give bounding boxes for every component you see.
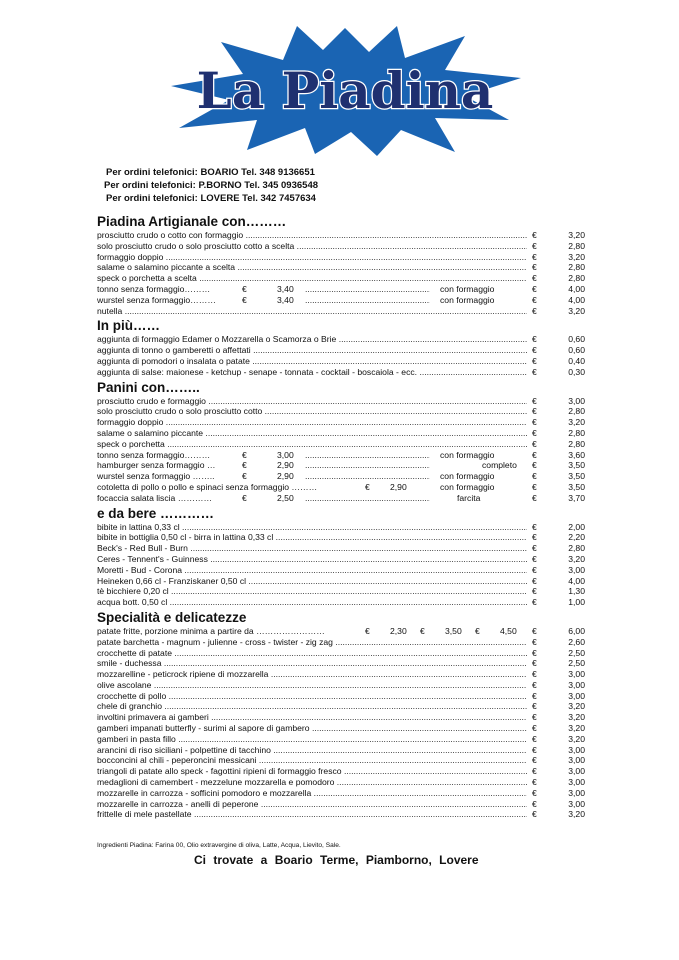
item-price: 2,80 — [568, 406, 585, 417]
currency-symbol: € — [532, 669, 537, 680]
currency-symbol: € — [532, 334, 537, 345]
currency-symbol: € — [532, 543, 537, 554]
item-price: 3,00 — [568, 669, 585, 680]
menu-item — [97, 406, 585, 417]
currency-symbol: € — [532, 679, 537, 690]
item-label: Moretti - Bud - Corona ..... — [97, 565, 527, 576]
menu-item — [97, 334, 585, 345]
item-price: 4,00 — [568, 575, 585, 586]
item-label: crocchette di patate ..... — [97, 648, 527, 659]
item-label: salame o salamino piccante a scelta ..... — [97, 262, 527, 273]
menu-item — [97, 482, 585, 493]
item-price: 0,40 — [568, 355, 585, 366]
item-label: speck o porchetta ..... — [97, 439, 527, 450]
item-price: 2,80 — [568, 438, 585, 449]
item-price: 1,30 — [568, 586, 585, 597]
item-price: 3,00 — [568, 564, 585, 575]
menu-section — [97, 214, 585, 316]
mid-currency: € — [242, 460, 247, 471]
menu-item — [97, 701, 585, 712]
item-label: bocconcini al chili - peperoncini messicani ..... — [97, 755, 527, 766]
menu-item — [97, 669, 585, 680]
item-price: 3,20 — [568, 417, 585, 428]
section-title: Panini con…….. — [97, 379, 200, 395]
currency-symbol: € — [532, 744, 537, 755]
currency-symbol: € — [532, 305, 537, 316]
currency-symbol: € — [532, 438, 537, 449]
item-note: con formaggio — [440, 283, 495, 294]
item-label: formaggio doppio ..... — [97, 252, 527, 263]
currency-symbol: € — [532, 345, 537, 356]
menu-item — [97, 396, 585, 407]
currency-symbol: € — [532, 553, 537, 564]
currency-symbol: € — [532, 230, 537, 240]
phone-order-list — [104, 166, 318, 205]
menu-item — [97, 637, 585, 648]
menu-item — [97, 766, 585, 777]
currency-symbol: € — [532, 355, 537, 366]
tier-price: 3,50 — [445, 625, 462, 636]
item-label: arancini di riso siciliani - polpettine di tacchino ..... — [97, 745, 527, 756]
item-label: Beck's - Red Bull - Burn ..... — [97, 543, 527, 554]
currency-symbol: € — [532, 251, 537, 262]
currency-symbol: € — [532, 460, 537, 471]
mid-currency: € — [242, 283, 247, 294]
menu-item — [97, 262, 585, 273]
item-label: solo prosciutto crudo o solo prosciutto cotto a scelta ..... — [97, 241, 527, 252]
item-price: 3,20 — [568, 712, 585, 723]
item-price: 1,00 — [568, 597, 585, 608]
item-price: 3,20 — [568, 733, 585, 744]
item-price: 4,00 — [568, 283, 585, 294]
currency-symbol: € — [532, 777, 537, 788]
item-price: 0,30 — [568, 366, 585, 377]
currency-symbol: € — [532, 564, 537, 575]
item-label: prosciutto crudo o cotto con formaggio ..... — [97, 230, 527, 241]
menu-item — [97, 745, 585, 756]
item-note: con formaggio — [440, 294, 495, 305]
dot-leader — [305, 493, 430, 504]
menu-item — [97, 493, 585, 504]
item-label: cotoletta di pollo o pollo e spinaci senza formaggio ……… — [97, 481, 318, 492]
item-label: chele di granchio ..... — [97, 701, 527, 712]
mid-price: 2,90 — [277, 471, 294, 482]
item-label: Heineken 0,66 cl - Franziskaner 0,50 cl ..... — [97, 576, 527, 587]
mid-price: 2,90 — [277, 460, 294, 471]
item-label: aggiunta di tonno o gamberetti o affettati ..... — [97, 345, 527, 356]
menu-item — [97, 356, 585, 367]
phone-line-borno: Per ordini telefonici: P.BORNO Tel. 345 0936548 — [104, 180, 319, 191]
dot-leader — [305, 284, 430, 295]
item-price: 2,50 — [568, 658, 585, 669]
menu-item — [97, 345, 585, 356]
currency-symbol: € — [532, 449, 537, 460]
item-price: 3,00 — [568, 755, 585, 766]
item-label: aggiunta di salse: maionese - ketchup - senape - tonnata - cocktail - boscaiola - ecc. ..... — [97, 367, 527, 378]
menu-item — [97, 554, 585, 565]
menu-item — [97, 471, 585, 482]
tier-currency: € — [420, 625, 425, 636]
menu-item — [97, 680, 585, 691]
item-price: 3,20 — [568, 305, 585, 316]
menu-item — [97, 809, 585, 820]
item-label: acqua bott. 0,50 cl ..... — [97, 597, 527, 608]
currency-symbol: € — [532, 766, 537, 777]
price-list — [97, 212, 585, 820]
item-note: con formaggio — [440, 471, 495, 482]
currency-symbol: € — [532, 481, 537, 492]
ingredients-note: Ingredienti Piadina: Farina 00, Olio extravergine di oliva, Latte, Acqua, Lievito, Sale. — [97, 842, 341, 849]
menu-section — [97, 380, 585, 504]
mid-price: 3,00 — [277, 449, 294, 460]
currency-symbol: € — [532, 787, 537, 798]
item-label: medaglioni di camembert - mezzelune mozzarella e pomodoro ..... — [97, 777, 527, 788]
menu-item — [97, 648, 585, 659]
item-label: nutella ..... — [97, 306, 527, 317]
mid-currency: € — [242, 294, 247, 305]
item-note: completo — [482, 460, 517, 471]
item-price: 2,60 — [568, 636, 585, 647]
currency-symbol: € — [532, 701, 537, 712]
menu-item — [97, 439, 585, 450]
menu-item — [97, 522, 585, 533]
item-label: involtini primavera ai gamberi ..... — [97, 712, 527, 723]
currency-symbol: € — [532, 492, 537, 503]
item-label: bibite in bottiglia 0,50 cl - birra in lattina 0,33 cl ..... — [97, 532, 527, 543]
menu-item — [97, 565, 585, 576]
menu-item — [97, 543, 585, 554]
menu-item — [97, 777, 585, 788]
item-label: patate barchetta - magnum - julienne - cross - twister - zig zag ..... — [97, 637, 527, 648]
item-price: 2,80 — [568, 543, 585, 554]
menu-item — [97, 788, 585, 799]
mid-price: 2,50 — [277, 492, 294, 503]
currency-symbol: € — [532, 273, 537, 284]
currency-symbol: € — [532, 712, 537, 723]
currency-symbol: € — [532, 636, 537, 647]
item-price: 3,50 — [568, 460, 585, 471]
currency-symbol: € — [532, 733, 537, 744]
menu-item — [97, 755, 585, 766]
menu-section — [97, 610, 585, 820]
item-label: salame o salamino piccante ..... — [97, 428, 527, 439]
currency-symbol: € — [532, 809, 537, 820]
item-price: 2,20 — [568, 532, 585, 543]
currency-symbol: € — [532, 406, 537, 417]
currency-symbol: € — [532, 471, 537, 482]
menu-item — [97, 626, 585, 637]
item-price: 0,60 — [568, 345, 585, 356]
currency-symbol: € — [532, 575, 537, 586]
menu-item — [97, 241, 585, 252]
item-label: tè bicchiere 0,20 cl ..... — [97, 586, 527, 597]
phone-line-lovere: Per ordini telefonici: LOVERE Tel. 342 7457634 — [106, 193, 316, 204]
item-label: solo prosciutto crudo o solo prosciutto cotto ..... — [97, 406, 527, 417]
item-price: 2,00 — [568, 521, 585, 532]
dot-leader — [305, 450, 430, 461]
currency-symbol: € — [532, 690, 537, 701]
currency-symbol: € — [532, 658, 537, 669]
dot-leader — [305, 295, 430, 306]
menu-item — [97, 450, 585, 461]
currency-symbol: € — [532, 798, 537, 809]
section-title: e da bere ………… — [97, 505, 215, 521]
currency-symbol: € — [532, 597, 537, 608]
item-price: 0,60 — [568, 334, 585, 345]
logo-text: La Piadina — [196, 61, 494, 120]
item-price: 3,20 — [568, 701, 585, 712]
item-price: 3,50 — [568, 471, 585, 482]
item-price: 3,20 — [568, 230, 585, 240]
item-price: 3,00 — [568, 766, 585, 777]
item-label: triangoli di patate allo speck - fagottini ripieni di formaggio fresco ..... — [97, 766, 527, 777]
currency-symbol: € — [532, 532, 537, 543]
menu-item — [97, 367, 585, 378]
menu-item — [97, 230, 585, 241]
tier-price: 2,30 — [390, 625, 407, 636]
item-price: 3,00 — [568, 744, 585, 755]
item-price: 3,20 — [568, 553, 585, 564]
item-label: mozzarelline - peticrock ripiene di mozzarella ..... — [97, 669, 527, 680]
menu-item — [97, 734, 585, 745]
item-price: 3,00 — [568, 777, 585, 788]
item-label: wurstel senza formaggio …….. — [97, 471, 215, 482]
currency-symbol: € — [532, 417, 537, 428]
tier-currency: € — [475, 625, 480, 636]
item-price: 3,20 — [568, 723, 585, 734]
menu-item — [97, 252, 585, 263]
item-price: 6,00 — [568, 625, 585, 636]
item-price: 2,80 — [568, 273, 585, 284]
item-note: farcita — [457, 492, 481, 503]
item-label: wurstel senza formaggio……… — [97, 294, 216, 305]
item-price: 2,50 — [568, 647, 585, 658]
item-label: patate fritte, porzione minima a partire da …………………… — [97, 625, 325, 636]
item-label: formaggio doppio ..... — [97, 417, 527, 428]
currency-symbol: € — [532, 755, 537, 766]
item-label: mozzarelle in carrozza - sofficini pomodoro e mozzarella ..... — [97, 788, 527, 799]
item-label: aggiunta di pomodori o insalata o patate ..... — [97, 356, 527, 367]
item-price: 3,00 — [568, 679, 585, 690]
item-price: 2,80 — [568, 427, 585, 438]
item-label: gamberi impanati butterfly - surimi al sapore di gambero ..... — [97, 723, 527, 734]
mid-price: 3,40 — [277, 294, 294, 305]
item-label: bibite in lattina 0,33 cl ..... — [97, 522, 527, 533]
tier-price: 4,50 — [500, 625, 517, 636]
item-label: speck o porchetta a scelta ..... — [97, 273, 527, 284]
menu-item — [97, 460, 585, 471]
mid-currency: € — [242, 449, 247, 460]
currency-symbol: € — [532, 586, 537, 597]
menu-section — [97, 318, 585, 377]
item-label: mozzarelle in carrozza - anelli di peperone ..... — [97, 799, 527, 810]
menu-item — [97, 597, 585, 608]
menu-item — [97, 273, 585, 284]
menu-item — [97, 417, 585, 428]
menu-item — [97, 295, 585, 306]
item-label: smile - duchessa ..... — [97, 658, 527, 669]
currency-symbol: € — [532, 240, 537, 251]
mid-currency: € — [242, 471, 247, 482]
menu-item — [97, 799, 585, 810]
menu-item — [97, 428, 585, 439]
menu-item — [97, 691, 585, 702]
item-note: con formaggio — [440, 481, 495, 492]
item-price: 3,00 — [568, 798, 585, 809]
item-label: tonno senza formaggio……… — [97, 449, 211, 460]
item-price: 3,00 — [568, 395, 585, 406]
section-title: In più…… — [97, 318, 160, 334]
mid-currency: € — [242, 492, 247, 503]
item-price: 3,20 — [568, 809, 585, 820]
item-label: hamburger senza formaggio … — [97, 460, 216, 471]
locations-line: Ci trovate a Boario Terme, Piamborno, Lovere — [194, 853, 479, 867]
item-label: Ceres - Tennent's - Guinness ..... — [97, 554, 527, 565]
currency-symbol: € — [532, 521, 537, 532]
currency-symbol: € — [532, 262, 537, 273]
item-price: 3,50 — [568, 481, 585, 492]
item-label: crocchette di pollo ..... — [97, 691, 527, 702]
item-price: 2,80 — [568, 240, 585, 251]
currency-symbol: € — [532, 427, 537, 438]
item-price: 3,20 — [568, 251, 585, 262]
menu-item — [97, 586, 585, 597]
item-label: olive ascolane ..... — [97, 680, 527, 691]
section-title: Piadina Artigianale con……… — [97, 214, 287, 229]
item-price: 3,60 — [568, 449, 585, 460]
menu-item — [97, 284, 585, 295]
item-price: 2,80 — [568, 262, 585, 273]
item-label: aggiunta di formaggio Edamer o Mozzarella o Scamorza o Brie ..... — [97, 334, 527, 345]
menu-item — [97, 532, 585, 543]
section-title: Specialità e delicatezze — [97, 609, 247, 625]
item-label: prosciutto crudo e formaggio ..... — [97, 396, 527, 407]
currency-symbol: € — [532, 723, 537, 734]
dot-leader — [305, 471, 430, 482]
mid-price: 3,40 — [277, 283, 294, 294]
item-label: focaccia salata liscia ………… — [97, 492, 213, 503]
item-label: tonno senza formaggio……… — [97, 283, 211, 294]
item-price: 4,00 — [568, 294, 585, 305]
currency-symbol: € — [532, 366, 537, 377]
currency-symbol: € — [532, 395, 537, 406]
item-price: 3,00 — [568, 787, 585, 798]
menu-section — [97, 506, 585, 608]
menu-item — [97, 306, 585, 317]
menu-item — [97, 658, 585, 669]
phone-line-boario: Per ordini telefonici: BOARIO Tel. 348 9136651 — [106, 167, 315, 178]
mid-currency: € — [365, 481, 370, 492]
currency-symbol: € — [532, 625, 537, 636]
menu-item — [97, 723, 585, 734]
currency-symbol: € — [532, 283, 537, 294]
menu-item — [97, 576, 585, 587]
currency-symbol: € — [532, 647, 537, 658]
mid-price: 2,90 — [390, 481, 407, 492]
item-note: con formaggio — [440, 449, 495, 460]
tier-currency: € — [365, 625, 370, 636]
item-price: 3,00 — [568, 690, 585, 701]
brand-logo — [165, 22, 525, 158]
item-label: frittelle di mele pastellate ..... — [97, 809, 527, 820]
dot-leader — [305, 460, 430, 471]
menu-item — [97, 712, 585, 723]
currency-symbol: € — [532, 294, 537, 305]
item-label: gamberi in pasta fillo ..... — [97, 734, 527, 745]
item-price: 3,70 — [568, 492, 585, 503]
